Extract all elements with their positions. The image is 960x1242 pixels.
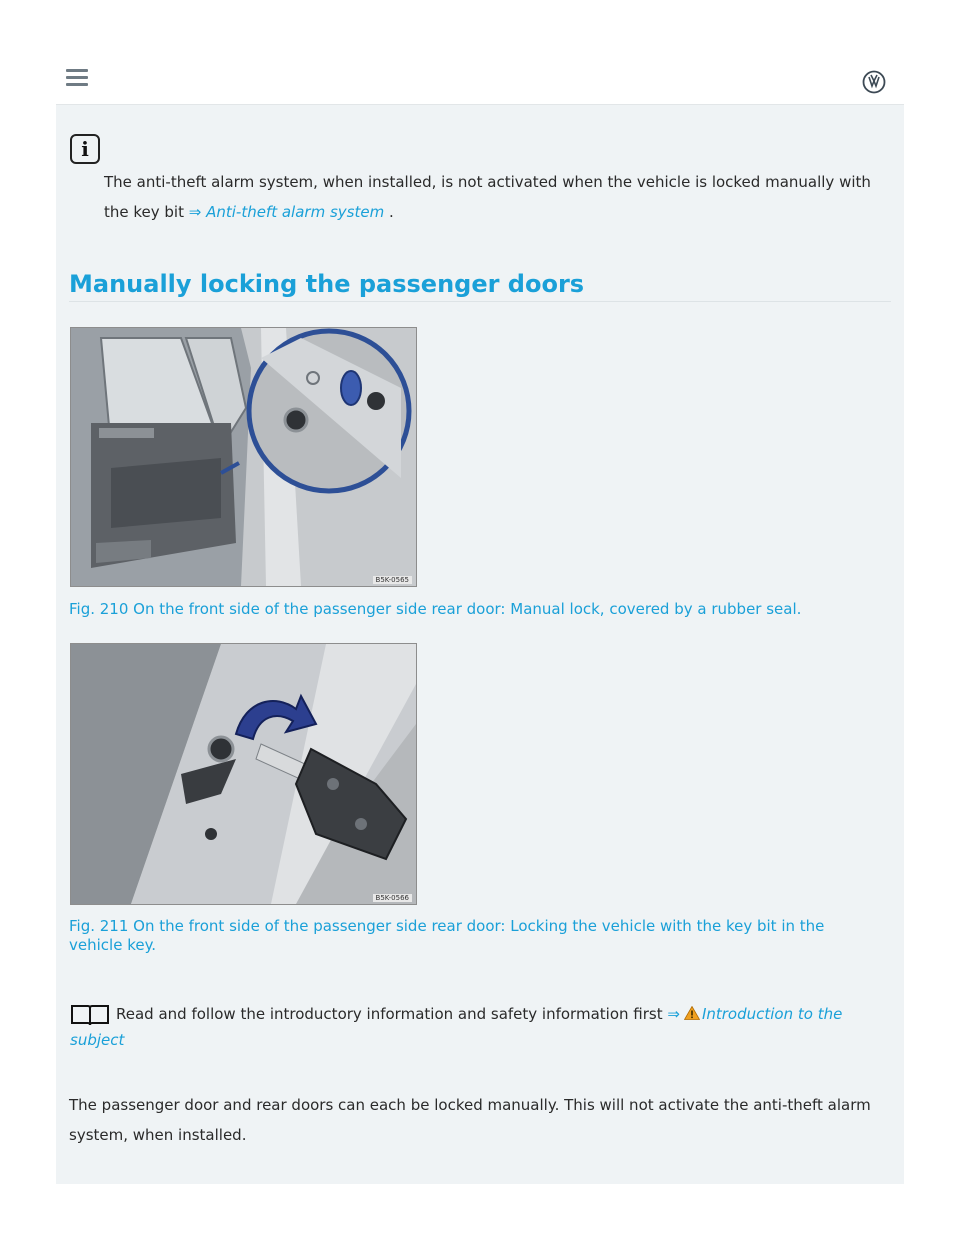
figure-210-image [70, 327, 417, 587]
intro-arrow: ⇒ [667, 1005, 680, 1023]
heading-divider [69, 301, 891, 302]
warning-triangle-icon [684, 1006, 700, 1020]
info-icon: i [70, 134, 100, 164]
note-body: The anti-theft alarm system, when installed, is not activated when the vehicle is locked manually with the key bit [104, 173, 871, 221]
note-text [104, 167, 894, 227]
introduction-link[interactable]: Introduction to the subject [70, 1005, 843, 1049]
body-text: The passenger door and rear doors can each be locked manually. This will not activate the anti-theft alarm system, when installed. [69, 1096, 871, 1144]
figure-211-image [70, 643, 417, 905]
hamburger-menu-icon[interactable] [66, 69, 88, 87]
top-bar [56, 44, 904, 105]
anti-theft-link[interactable]: ⇒ Anti-theft alarm system [188, 203, 385, 221]
figure-code: B5K-0565 [373, 576, 412, 584]
intro-text [70, 1001, 890, 1053]
vw-logo-icon[interactable] [862, 70, 886, 94]
figure-211-caption: Fig. 211 On the front side of the passenger side rear door: Locking the vehicle with the key bit in the vehicle key. [69, 917, 825, 954]
section-heading: Manually locking the passenger doors [69, 270, 585, 298]
intro-body: Read and follow the introductory information and safety information first [116, 1005, 668, 1023]
figure-210-caption: Fig. 210 On the front side of the passenger side rear door: Manual lock, covered by a rubber seal. [69, 600, 802, 618]
figure-code: B5K-0566 [373, 894, 412, 902]
note-suffix: . [384, 203, 394, 221]
